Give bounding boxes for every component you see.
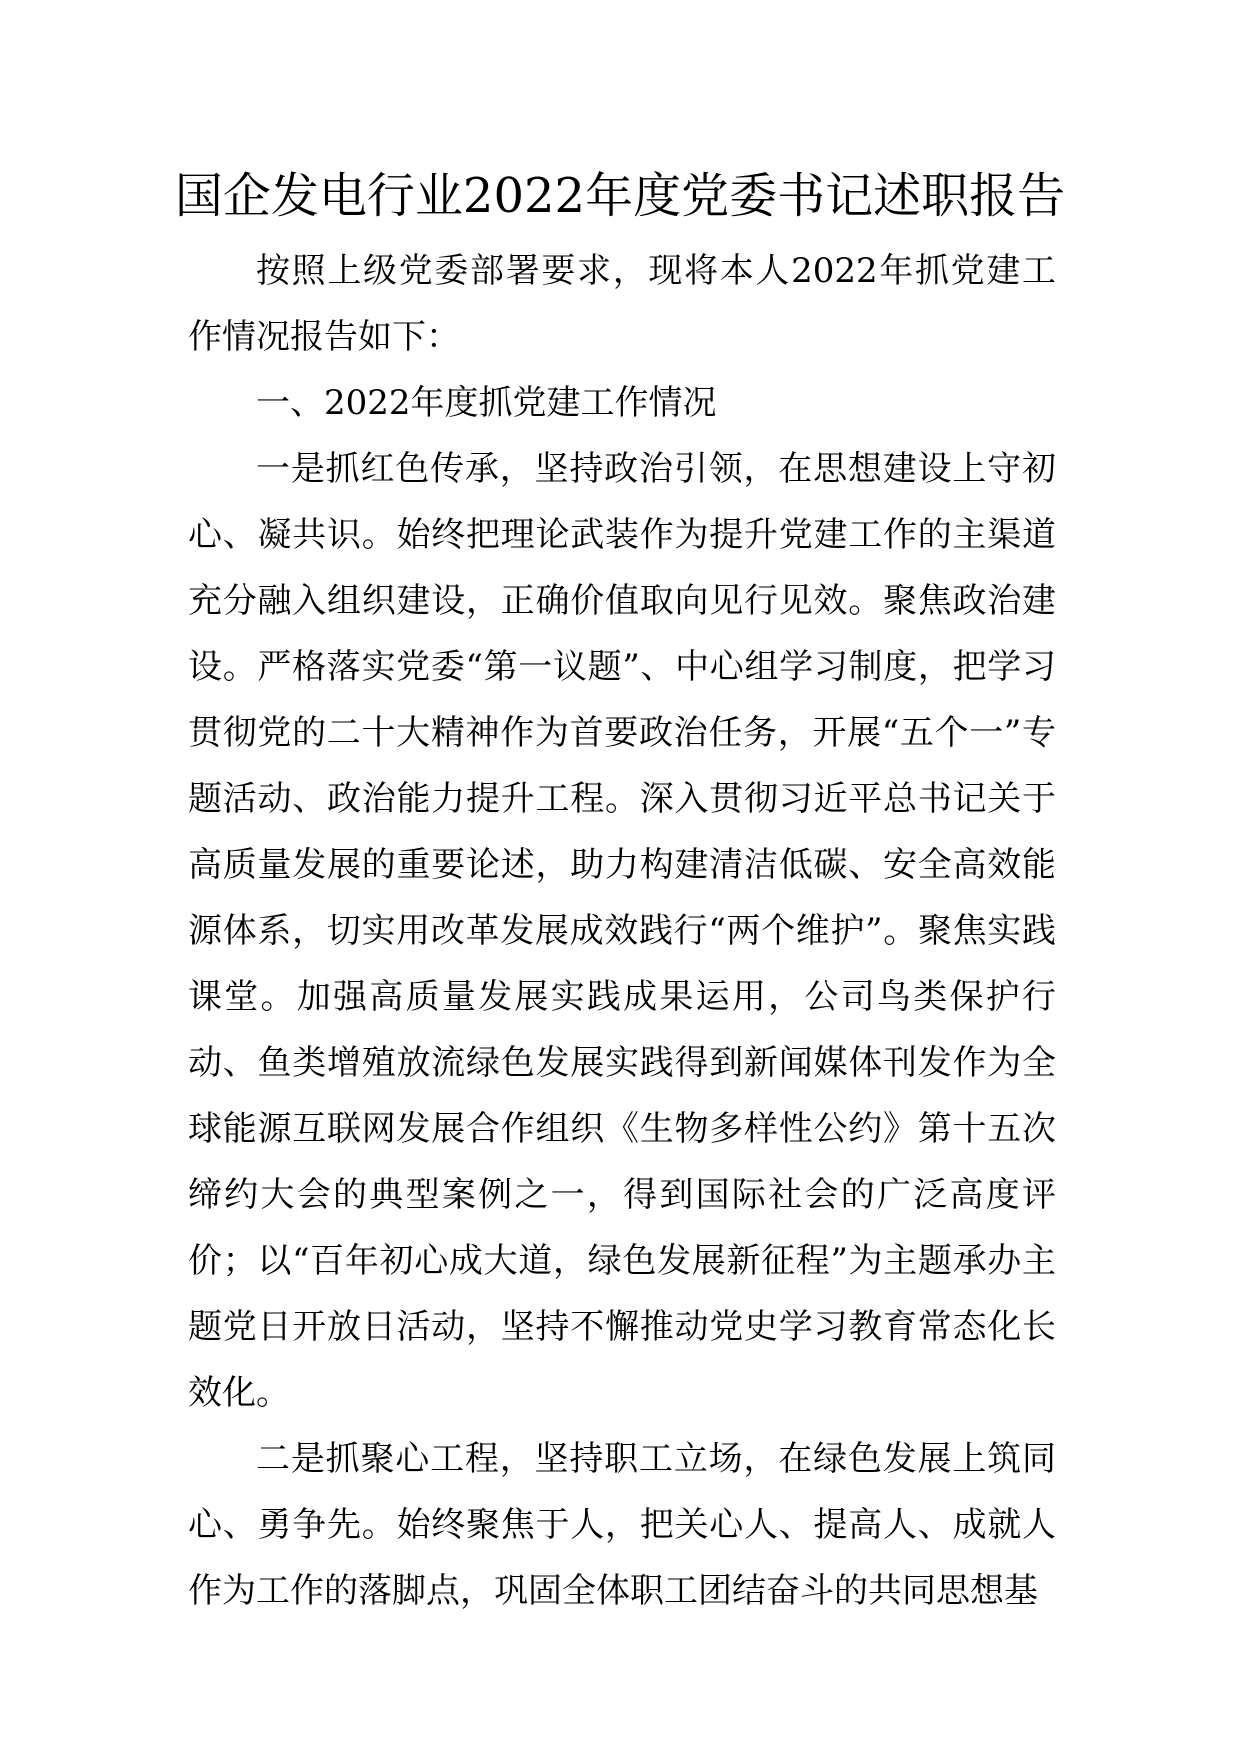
section-heading: 一、2022年度抓党建工作情况 [256, 383, 717, 423]
body-paragraph-2: 二是抓聚心工程，坚持职工立场，在绿色发展上筑同心、勇争先。始终聚焦于人，把关心人、提高人、成就人作为工作的落脚点，巩固全体职工团结奋斗的共同思想基 [188, 1439, 1056, 1611]
body-paragraph-1: 一是抓红色传承，坚持政治引领，在思想建设上守初心、凝共识。始终把理论武装作为提升党建工作的主渠道充分融入组织建设，正确价值取向见行见效。聚焦政治建设。严格落实党委“第一议题”、中心组学习制度，把学习贯彻党的二十大精神作为首要政治任务，开展“五个一”专题活动、政治能力提升工程。深入贯彻习近平总书记关于高质量发展的重要论述，助力构建清洁低碳、安全高效能源体系，切实用改革发展成效践行“两个维护”。聚焦实践课堂。加强高质量发展实践成果运用，公司鸟类保护行动、鱼类增殖放流绿色发展实践得到新闻媒体刊发作为全球能源互联网发展合作组织《生物多样性公约》第十五次缔约大会的典型案例之一，得到国际社会的广泛高度评价；以“百年初心成大道，绿色发展新征程”为主题承办主题党日开放日活动，坚持不懈推动党史学习教育常态化长效化。 [188, 449, 1056, 1413]
document-title: 国企发电行业2022年度党委书记述职报告 [174, 168, 1066, 224]
document-body [188, 238, 1056, 1624]
intro-paragraph: 按照上级党委部署要求，现将本人2022年抓党建工作情况报告如下： [188, 251, 1056, 357]
